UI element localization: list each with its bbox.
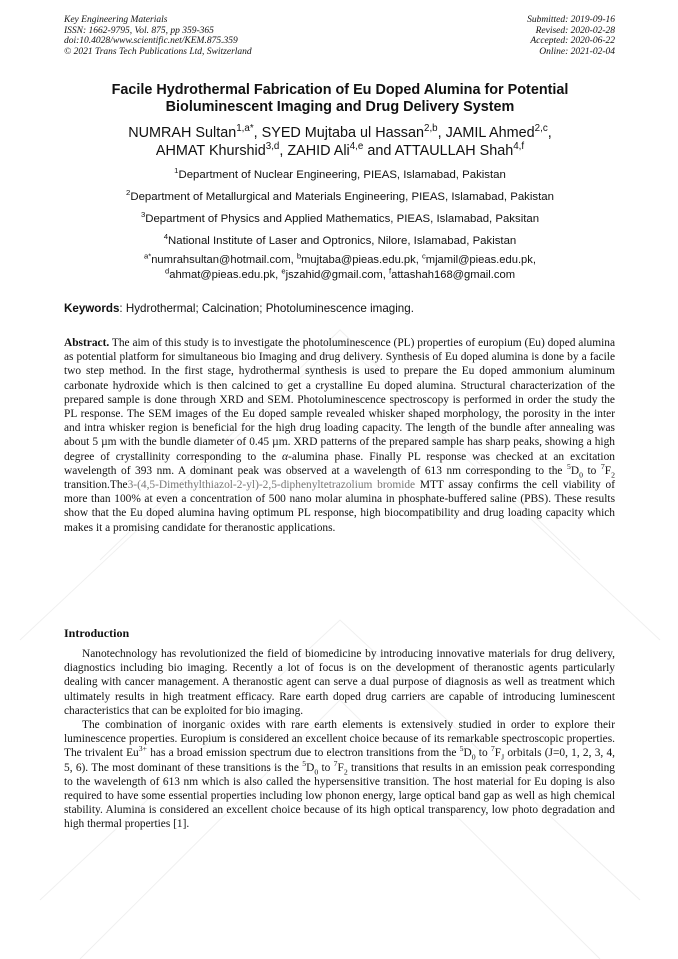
abstract-text: to	[583, 464, 601, 477]
level-sub: 0	[471, 752, 476, 762]
title-line-2: Bioluminescent Imaging and Drug Delivery System	[165, 99, 515, 115]
email-sup: a*	[144, 251, 152, 261]
author-name: JAMIL Ahmed	[445, 125, 535, 141]
email-link[interactable]: attashah168@gmail.com	[391, 269, 516, 281]
affiliation-num: 2	[126, 188, 131, 198]
level-sup: 7	[600, 462, 605, 472]
revised-date: Revised: 2020-02-28	[535, 25, 615, 36]
author-list	[64, 124, 616, 160]
author-name: AHMAT Khurshid	[155, 143, 266, 159]
level-sub: 0	[314, 766, 319, 776]
online-date: Online: 2021-02-04	[539, 46, 615, 57]
level-sup: 5	[302, 758, 307, 768]
affiliation-text: Department of Metallurgical and Materials Engineering, PIEAS, Islamabad, Pakistan	[130, 191, 554, 203]
intro-paragraph	[64, 718, 615, 832]
level-symbol: D	[306, 761, 315, 774]
affiliation-list	[64, 168, 616, 256]
intro-text: transitions that results in an emission peak corresponding to the wavelength of 613 nm which is also called the hypersensitive transition. The host material for Eu doping is also required to have some essential properties including low phonon energy, large optical band gap as well as high chemical stability. Alumina is considered an excellent choice because of its high optical transparency, low photo degradation and high thermal properties [1].	[64, 761, 615, 831]
doi-link[interactable]: doi:10.4028/www.scientific.net/KEM.875.359	[64, 36, 238, 46]
intro-paragraph: Nanotechnology has revolutionized the field of biomedicine by introducing innovative materials for drug delivery, diagnostics including bio imaging. Recently a lot of focus is on the development of theranostic agents particularly dealing with cancer management. A theranostic agent can serve a dual purpose of diagnosis as well as treatment which ultimately results in high treatment efficacy. Rare earth doped drug carriers are capable of introducing luminescent characteristics that can be exploited for bio imaging.	[64, 648, 615, 717]
email-link[interactable]: numrahsultan@hotmail.com,	[151, 254, 294, 266]
author-name: NUMRAH Sultan	[128, 125, 237, 141]
level-symbol: D	[463, 747, 472, 760]
abstract-paragraph	[64, 336, 615, 535]
email-line-2	[64, 268, 616, 283]
email-sup: d	[164, 266, 170, 276]
introduction-heading: Introduction	[64, 626, 130, 640]
paper-title	[64, 82, 616, 116]
email-link[interactable]: mujtaba@pieas.edu.pk,	[301, 254, 419, 266]
abstract-label: Abstract.	[64, 337, 110, 349]
keywords-section	[64, 302, 616, 315]
author-sup: 3,d	[265, 141, 280, 153]
level-sub: 2	[343, 766, 348, 776]
affiliation-text: Department of Nuclear Engineering, PIEAS, Islamabad, Pakistan	[178, 169, 506, 181]
author-sup: 2,c	[534, 123, 548, 135]
author-name: ATTAULLAH Shah	[394, 143, 514, 159]
email-link[interactable]: jszahid@gmail.com,	[285, 269, 386, 281]
abstract-text: MTT assay confirms the cell viability of more than 100% at even a concentration of 500 nano molar alumina in phosphate-buffered saline (PBS). These results show that the Eu doped alumina having optimum PL response, high biocompatibility and drug loading capacity which makes it a promising candidate for theranostic applications.	[64, 479, 615, 534]
mtt-compound-name: 3-(4,5-Dimethylthiazol-2-yl)-2,5-diphenyltetrazolium bromide	[127, 479, 416, 492]
journal-header	[64, 15, 252, 57]
title-line-1: Facile Hydrothermal Fabrication of Eu Doped Alumina for Potential	[111, 82, 569, 98]
level-sup: 5	[459, 744, 464, 754]
author-sup: 4,f	[513, 141, 525, 153]
email-link[interactable]: ahmat@pieas.edu.pk,	[169, 269, 279, 281]
author-sup: 2,b	[424, 123, 438, 135]
level-sub: 0	[579, 470, 583, 480]
accepted-date: Accepted: 2020-06-22	[530, 36, 615, 46]
copyright-line: © 2021 Trans Tech Publications Ltd, Switzerland	[64, 46, 252, 57]
keywords-text: : Hydrothermal; Calcination; Photoluminescence imaging.	[119, 302, 414, 315]
author-and: and	[367, 143, 392, 159]
intro-text: to	[318, 761, 334, 774]
level-sub: J	[501, 752, 505, 762]
author-sup: 4,e	[349, 141, 364, 153]
level-sup: 5	[567, 462, 571, 472]
email-link[interactable]: mjamil@pieas.edu.pk,	[425, 254, 536, 266]
affiliation	[64, 190, 616, 212]
affiliation-text: National Institute of Laser and Optronics, Nilore, Islamabad, Pakistan	[168, 235, 517, 247]
intro-text: orbitals (J=0, 1, 2, 3, 4, 5, 6). The most dominant of these transitions is the	[64, 747, 615, 774]
issn-line: ISSN: 1662-9795, Vol. 875, pp 359-365	[64, 25, 214, 36]
email-list	[64, 253, 616, 283]
email-sup: c	[421, 251, 426, 261]
affiliation-num: 3	[140, 210, 146, 220]
intro-text: to	[475, 747, 491, 760]
email-sup: e	[281, 266, 286, 276]
affiliation	[64, 212, 616, 234]
intro-text: has a broad emission spectrum due to electron transitions from the	[147, 747, 460, 760]
email-sup: b	[296, 251, 302, 261]
level-symbol: F	[604, 464, 612, 477]
author-name: SYED Mujtaba ul Hassan	[261, 125, 424, 141]
submitted-date: Submitted: 2019-09-16	[527, 15, 615, 25]
level-symbol: F	[337, 761, 344, 774]
affiliation	[64, 168, 616, 190]
introduction-body	[64, 647, 615, 832]
dates-header	[527, 15, 615, 57]
abstract-text: -alumina phase. Finally PL response was checked at an excitation wavelength of 393 nm. A dominant peak was observed at a wavelength of 613 nm corresponding to the	[64, 450, 615, 477]
ion-charge-sup: 3+	[138, 744, 148, 754]
level-sup: 7	[490, 744, 495, 754]
email-sup: f	[388, 266, 392, 276]
level-sub: 2	[611, 470, 615, 480]
author-line-2: AHMAT Khurshid$^{3,d}$, ZAHID Ali$^{4,e}$ and ATTAULLAH Shah$^{4,f}$	[155, 141, 525, 159]
level-symbol: F	[494, 747, 502, 760]
level-sup: 7	[333, 758, 338, 768]
journal-name: Key Engineering Materials	[64, 15, 168, 25]
author-sup: 1,a*	[236, 123, 254, 135]
affiliation-text: Department of Physics and Applied Mathematics, PIEAS, Islamabad, Paksitan	[145, 213, 540, 225]
alpha-symbol: α	[282, 450, 289, 463]
affiliation-num: 1	[174, 166, 179, 176]
email-line-1	[64, 253, 616, 268]
abstract-text: The aim of this study is to investigate the photoluminescence (PL) properties of europium (Eu) doped alumina as potential platform for simultaneous bio Imaging and drug delivery. Synthesis of Eu doped alumina is done by a facile two step method. In the first stage, hydrothermal synthesis is used to prepare the Eu doped ammonium aluminum carbonate hydroxide which is then calcined to get a crystalline Eu doped alumina. Structural characterization of the prepared sample is done through XRD and SEM. Photoluminescence spectroscopy is performed in order the study the PL response. The SEM images of the Eu doped sample revealed whisker shaped morphology, the porosity in the inter and intra whisker region is beneficial for the high drug loading capacity. The length of the bundle after annealing was about 5 µm with the bundle diameter of 0.45 µm. XRD patterns of the prepared sample has sharp peaks, showing a high degree of crystallinity corresponding to the	[64, 337, 615, 463]
level-symbol: D	[570, 464, 580, 477]
author-name: ZAHID Ali	[287, 143, 350, 159]
author-line-1: NUMRAH Sultan$^{1,a*}$, SYED Mujtaba ul Hassan$^{2,b}$, JAMIL Ahmed$^{2,c}$,	[128, 123, 552, 141]
affiliation-num: 4	[163, 232, 169, 242]
intro-text: The combination of inorganic oxides with rare earth elements is extensively studied in order to explore their luminescence properties. Europium is considered an excellent choice because of its remarkable spectroscopic properties. The trivalent Eu	[64, 719, 615, 760]
abstract-text: transition.The	[64, 479, 128, 492]
keywords-label: Keywords	[64, 302, 120, 315]
